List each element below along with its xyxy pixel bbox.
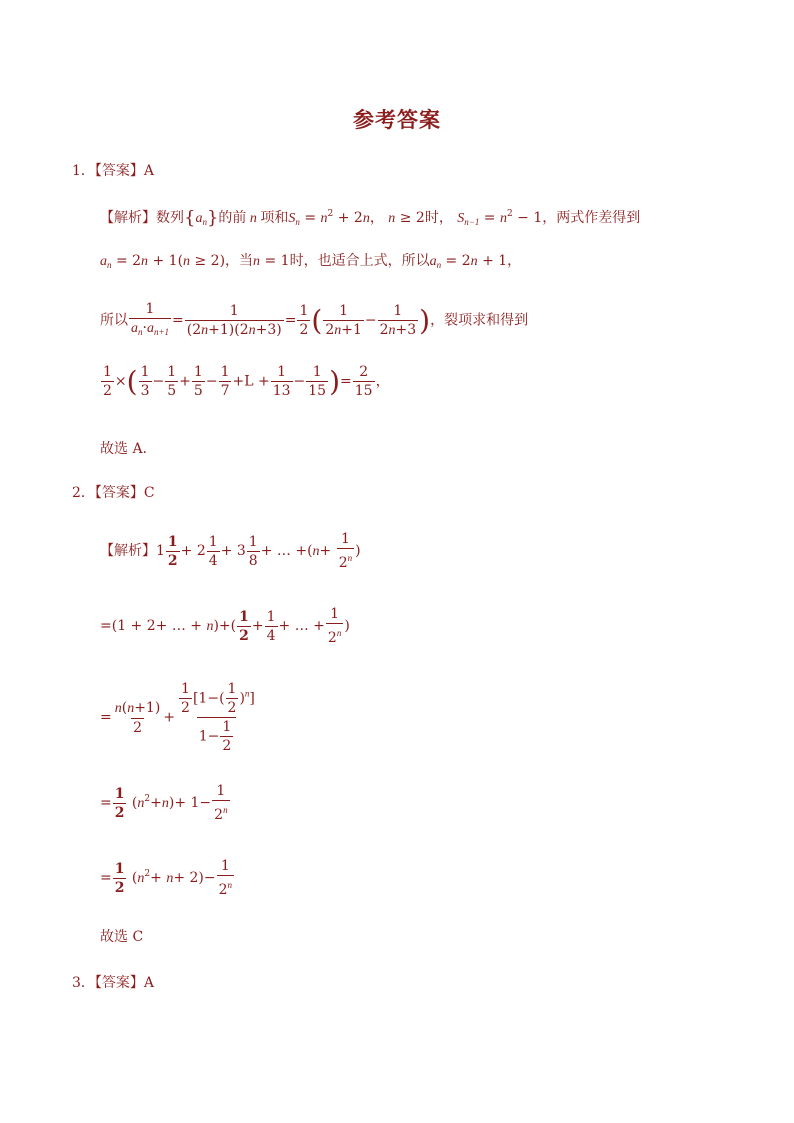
q1-text: ，当 [225, 253, 254, 269]
q1-conclusion: 故选 A. [100, 441, 148, 457]
q2-line-3: = $\frac{n(n+1)}{2}$ + $\frac{1}{2}$ [1−( $\frac{1}{2}$ )$^n$] 1− $\frac{1}{2}$ [100, 681, 255, 754]
q1-text: 所以 [100, 312, 128, 329]
q2-line-2: =(1 + 2+ … + n)+( $\frac{1}{2}$ + $\frac{1}{4}$ + … + $\frac{1}{2^n}$ ) [100, 606, 350, 646]
q2-line-1: 【解析】1 $\frac{1}{2}$ + 2 $\frac{1}{4}$ + 3 $\frac{1}{8}$ + … +(n+ $\frac{1}{2^n}$ ) [100, 531, 361, 571]
q1-text: 时， [424, 210, 453, 226]
q1-line-1: 【解析】数列$\{a_n\}$的前 n 项和$S_n = n^2 + 2n$， n ≥ 2时， $S_{n-1} = n^2 - 1$，两式作差得到 [100, 207, 641, 229]
q1-text: ，裂项求和得到 [430, 312, 529, 329]
q1-line-3: 所以 $\frac{1}{a_n\cdot a_{n+1}}$ = $\frac{1}{(2n+1)(2n+3)}$ = $\frac{1}{2}$ ( $\frac{1}{2n+1}$ − $\frac{1}{2n+3}$ )，裂项求和得到 [100, 300, 528, 341]
q1-answer-header: 1．【答案】A [72, 163, 155, 179]
q1-text: 项和 [260, 210, 289, 226]
q1-text: 数列 [156, 210, 184, 226]
q2-conclusion: 故选 C [100, 929, 144, 945]
q1-line-2: $a_n = 2n + 1(n \ge 2)$，当n = 1时，也适合上式，所以$a_n = 2n + 1$， [100, 253, 522, 270]
q1-text: ， [375, 373, 390, 390]
q2-jiexi-label: 【解析】 [100, 543, 156, 559]
q1-jiexi-label: 【解析】 [100, 210, 156, 226]
q1-line-4: $\frac{1}{2}$ ×( $\frac{1}{3}$ − $\frac{1}{5}$ + $\frac{1}{5}$ − $\frac{1}{7}$ +L + $\frac{1}{13}$ − $\frac{1}{15}$ )= $\frac{2}{15}$ ， [103, 364, 390, 399]
q2-line-4: = $\frac{1}{2}$ $(n^2+n)+ 1-$ $\frac{1}{2^n}$ [100, 783, 228, 823]
q3-answer-header: 3．【答案】A [72, 975, 155, 991]
q1-text: 的前 [218, 210, 247, 226]
q1-text: ， [369, 210, 384, 226]
q1-text: ，两式作差得到 [542, 210, 641, 226]
page-title: 参考答案 [353, 107, 441, 132]
q2-line-5: = $\frac{1}{2}$ $(n^2+ n+ 2)-$ $\frac{1}{2^n}$ [100, 858, 233, 898]
q2-answer-header: 2．【答案】C [72, 485, 155, 501]
q1-text: 时，也适合上式，所以 [289, 253, 430, 269]
